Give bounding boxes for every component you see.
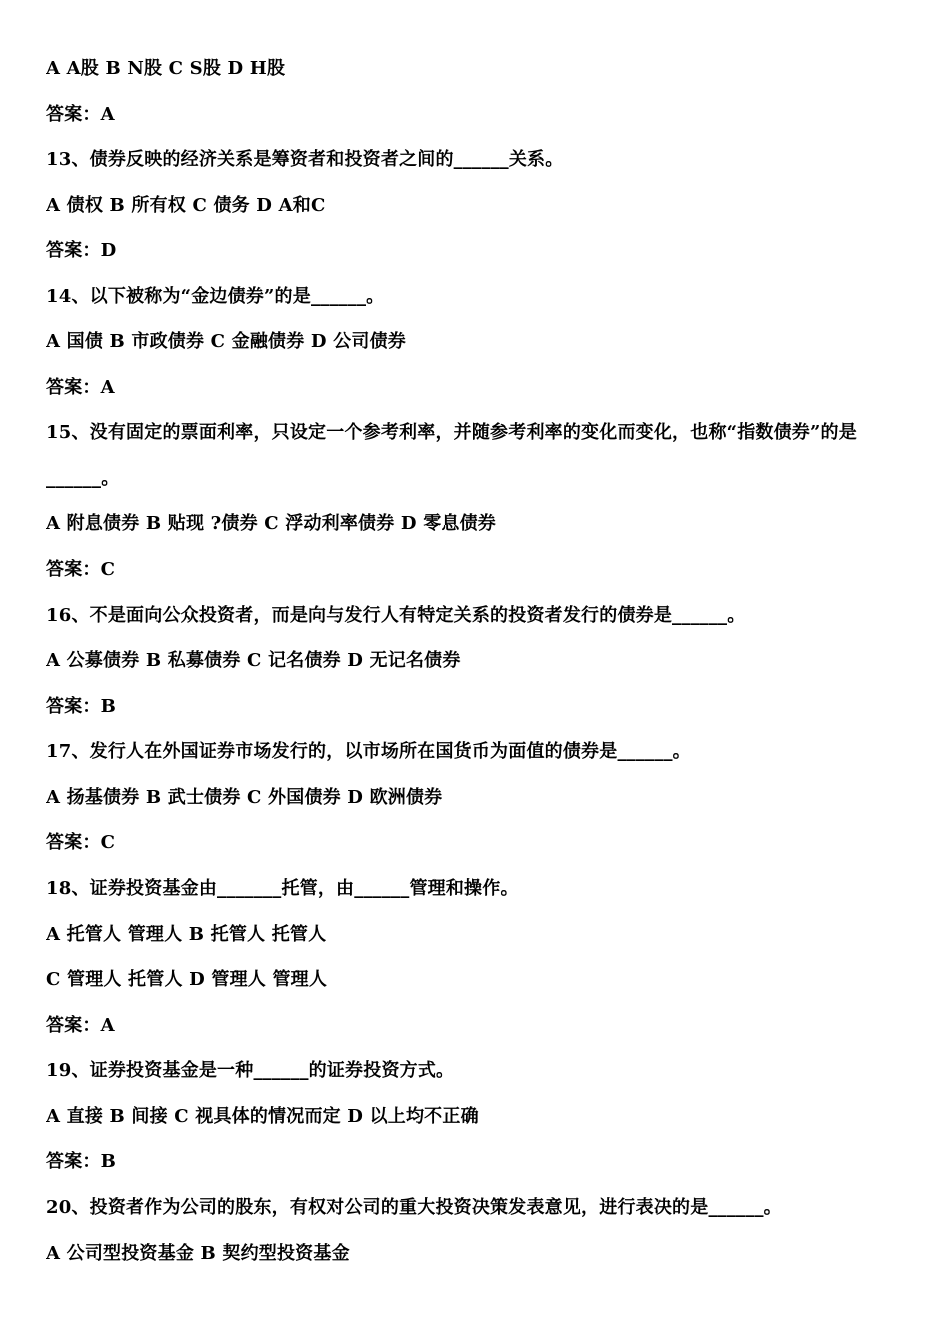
- answer-line-q15: 答案：C: [46, 559, 116, 580]
- question-16: 16、不是面向公众投资者，而是向与发行人有特定关系的投资者发行的债券是______。: [46, 605, 746, 626]
- options-line-q20: A 公司型投资基金 B 契约型投资基金: [46, 1243, 350, 1264]
- options-line-q15: A 附息债券 B 贴现 ?债券 C 浮动利率债券 D 零息债券: [46, 513, 496, 534]
- question-15: 15、没有固定的票面利率，只设定一个参考利率，并随参考利率的变化而变化，也称“指数债券”的是: [46, 422, 857, 443]
- options-line-q18-b: C 管理人 托管人 D 管理人 管理人: [46, 969, 328, 990]
- question-14: 14、以下被称为“金边债券”的是______。: [46, 286, 385, 307]
- question-20: 20、投资者作为公司的股东，有权对公司的重大投资决策发表意见，进行表决的是______。: [46, 1197, 782, 1218]
- answer-line-q18: 答案：A: [46, 1015, 115, 1036]
- options-line-q18-a: A 托管人 管理人 B 托管人 托管人: [46, 924, 327, 945]
- answer-line-q14: 答案：A: [46, 377, 115, 398]
- answer-line-q12: 答案：A: [46, 104, 115, 125]
- question-19: 19、证券投资基金是一种______的证券投资方式。: [46, 1060, 455, 1081]
- options-line-q14: A 国债 B 市政债券 C 金融债券 D 公司债券: [46, 331, 406, 352]
- question-17: 17、发行人在外国证券市场发行的，以市场所在国货币为面值的债券是______。: [46, 741, 691, 762]
- question-15-continued: ______。: [46, 468, 120, 489]
- answer-line-q16: 答案：B: [46, 696, 117, 717]
- answer-line-q17: 答案：C: [46, 832, 116, 853]
- options-line-q12: A A股 B N股 C S股 D H股: [46, 58, 286, 79]
- options-line-q19: A 直接 B 间接 C 视具体的情况而定 D 以上均不正确: [46, 1106, 479, 1127]
- question-13: 13、债券反映的经济关系是筹资者和投资者之间的______关系。: [46, 149, 564, 170]
- answer-line-q13: 答案：D: [46, 240, 117, 261]
- options-line-q16: A 公募债券 B 私募债券 C 记名债券 D 无记名债券: [46, 650, 461, 671]
- answer-line-q19: 答案：B: [46, 1151, 117, 1172]
- options-line-q13: A 债权 B 所有权 C 债务 D A和C: [46, 195, 326, 216]
- options-line-q17: A 扬基债券 B 武士债券 C 外国债券 D 欧洲债券: [46, 787, 443, 808]
- question-18: 18、证券投资基金由_______托管，由______管理和操作。: [46, 878, 519, 899]
